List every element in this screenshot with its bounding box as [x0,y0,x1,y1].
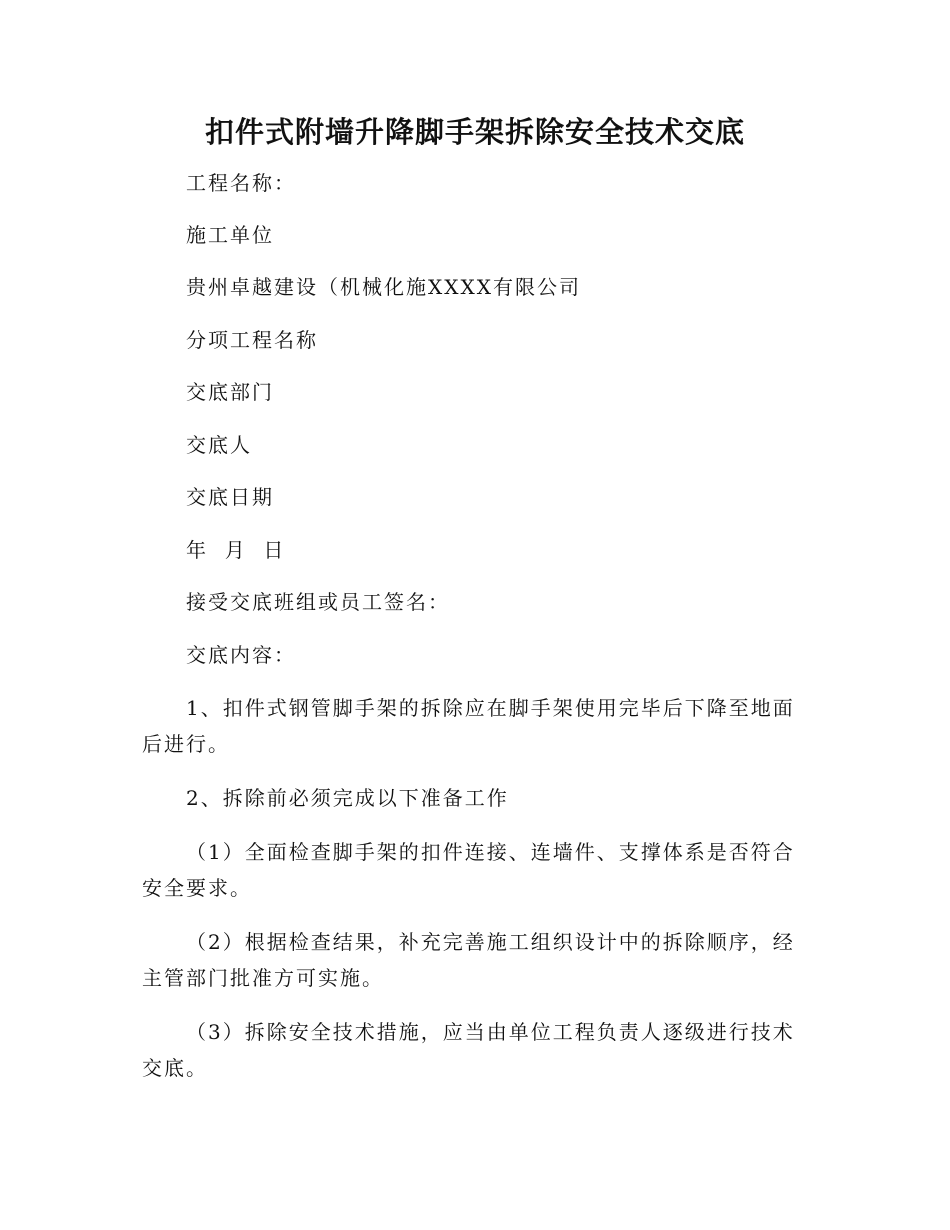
paragraph-3: （1）全面检查脚手架的扣件连接、连墙件、支撑体系是否符合安全要求。 [142,840,795,900]
recipient-signature-label: 接受交底班组或员工签名： [186,590,450,614]
paragraph-2: 2、拆除前必须完成以下准备工作 [186,786,509,810]
handover-date-label: 交底日期 [186,485,274,509]
handover-department-label: 交底部门 [186,380,274,404]
company-name: 贵州卓越建设（机械化施XXXX有限公司 [186,275,581,299]
document-title: 扣件式附墙升降脚手架拆除安全技术交底 [204,115,745,149]
sub-project-name-label: 分项工程名称 [186,328,318,352]
handover-person-label: 交底人 [186,433,252,457]
date-line: 年 月 日 [186,538,286,562]
construction-unit-label: 施工单位 [186,223,274,247]
content-label: 交底内容： [186,643,296,667]
project-name-label: 工程名称： [186,171,296,195]
paragraph-1: 1、扣件式钢管脚手架的拆除应在脚手架使用完毕后下降至地面后进行。 [142,696,795,756]
paragraph-4: （2）根据检查结果，补充完善施工组织设计中的拆除顺序，经主管部门批准方可实施。 [142,930,795,990]
paragraph-5: （3）拆除安全技术措施，应当由单位工程负责人逐级进行技术交底。 [142,1020,795,1080]
